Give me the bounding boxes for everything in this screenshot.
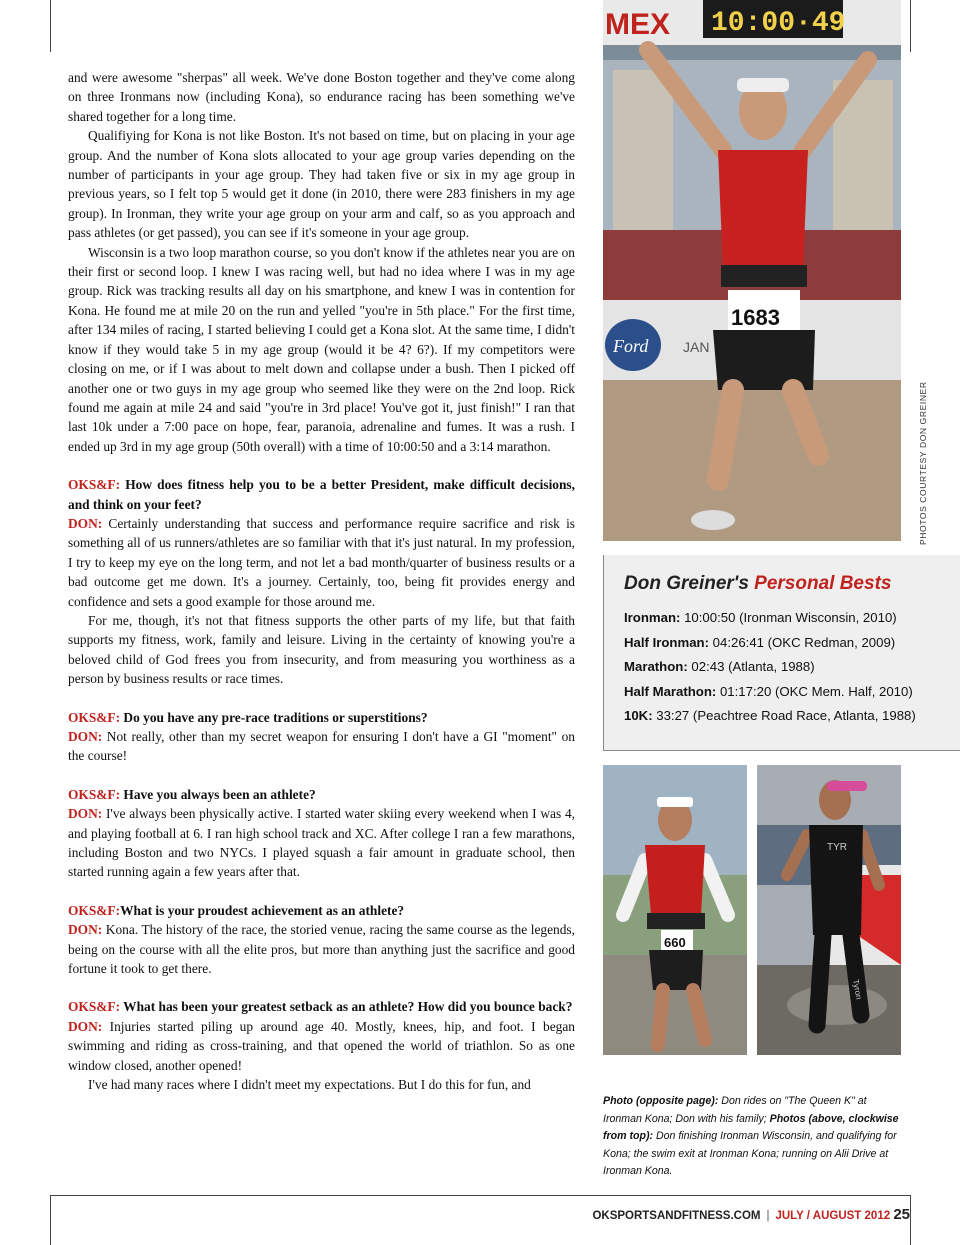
personal-best-row [624, 610, 897, 625]
article-paragraph: For me, though, it's not that fitness supports the other parts of my life, but that faith supports my fitness, work, family and leisure. Living in the certainty of knowing you're a beloved child of God frees you from insecurity, and from measuring you worthiness as a person by business results or race times. [68, 612, 575, 687]
answer-text: Certainly understanding that success and performance require sacrifice and risk is something all of us runners/athletes are so familiar with that it's just natural. In my profession, I try to keep my eye on the long term, and not let a bad month/quarter of business results or a bad outcome get me down. It's a journey. Certainly, too, being fit provides energy and confidence and sets a good example for those around me. [68, 515, 575, 609]
question-text: What has been your greatest setback as an athlete? How did you bounce back? [120, 999, 573, 1015]
photo-caption [603, 1093, 905, 1181]
personal-bests-title [624, 573, 891, 595]
kona-race-bib: 660 [664, 935, 686, 950]
left-margin-rule [50, 0, 51, 52]
wetsuit-brand-text: TYR [827, 842, 847, 853]
interviewee-tag: DON: [68, 515, 103, 531]
caption-lead-1: Photo (opposite page): [603, 1095, 719, 1107]
interviewer-tag: OKS&F: [68, 709, 121, 725]
question-text: How does fitness help you to be a better President, make difficult decisions, and think on your feet? [68, 477, 575, 512]
answer-text: I've always been physically active. I started water skiing every weekend when I was 4, and playing football at 6. I ran high school track and XC. After college I ran a few marathons, including Boston and two NYCs. I played squash a fair amount in graduate school, then started running again a few years after that. [68, 806, 575, 880]
hero-race-bib: 1683 [731, 305, 780, 330]
sponsor-tail-text: JAN [683, 339, 710, 355]
personal-best-event: Ironman: [624, 610, 681, 625]
personal-best-value: 10:00:50 (Ironman Wisconsin, 2010) [680, 610, 897, 625]
article-paragraph: Qualifiying for Kona is not like Boston. It's not based on time, but on placing in your age group. And the number of Kona slots allocated to your age group varies depending on the number of participants in your age group. They had taken five or six in my age group in previous years, so I felt top 5 would get it done (in 2010, there were 283 finishers in my age group). In Ironman, they write your age group on your arm and calf, so as you approach and pass athletes (or get passed), you can see if it's someone in your age group. [68, 128, 575, 241]
paragraph-gap [68, 456, 575, 475]
bottom-left-rule [50, 1195, 51, 1245]
right-margin-rule [910, 0, 911, 52]
answer-text: Kona. The history of the race, the storied venue, racing the same course as the legends, being on the course with all the elite pros, but more than anything just the sacrifice and good fortune it took to get there. [68, 922, 575, 977]
interview-answer [68, 920, 575, 978]
paragraph-gap [68, 978, 575, 997]
swim-exit-photo [757, 765, 901, 1055]
hero-finish-photo [603, 0, 901, 541]
interview-question [68, 997, 575, 1016]
interviewee-tag: DON: [68, 729, 103, 744]
personal-bests-title-name: Don Greiner's [624, 573, 755, 594]
interview-question [68, 901, 575, 920]
personal-best-value: 02:43 (Atlanta, 1988) [687, 659, 815, 674]
question-text: What is your proudest achievement as an athlete? [120, 902, 405, 918]
race-clock-text: 10:00·49 [711, 8, 846, 39]
sponsor-text: Ford [613, 336, 649, 356]
question-text: Do you have any pre-race traditions or superstitions? [120, 709, 428, 725]
interviewee-tag: DON: [68, 1018, 103, 1034]
footer-separator: | [766, 1210, 770, 1222]
interviewer-tag: OKS&F: [68, 902, 121, 918]
personal-best-row [624, 659, 815, 674]
interview-answer [68, 514, 575, 611]
interview-question [68, 785, 575, 804]
personal-best-value: 33:27 (Peachtree Road Race, Atlanta, 1988) [652, 708, 916, 723]
article-paragraph: I've had many races where I didn't meet my expectations. But I do this for fun, and [88, 1077, 531, 1093]
personal-best-row [624, 684, 913, 699]
personal-best-event: 10K: [624, 708, 653, 723]
footer-site: OKSPORTSANDFITNESS.COM [592, 1210, 761, 1222]
page-number: 25 [893, 1206, 910, 1223]
interview-question [68, 708, 575, 727]
caption-lead-2: Photos (above, clockwise from top): [603, 1112, 899, 1142]
photo-credit: PHOTOS COURTESY DON GREINER [918, 381, 928, 545]
bottom-right-rule [910, 1195, 911, 1245]
question-text: Have you always been an athlete? [120, 786, 316, 802]
interview-question [68, 475, 575, 514]
interviewee-tag: DON: [68, 806, 103, 822]
personal-best-value: 04:26:41 (OKC Redman, 2009) [709, 634, 896, 650]
paragraph-gap [68, 689, 575, 708]
personal-best-value: 01:17:20 (OKC Mem. Half, 2010) [716, 683, 913, 699]
interviewer-tag: OKS&F: [68, 477, 121, 493]
caption-text-1: Don rides on "The Queen K" at Ironman Kona; Don with his family; [603, 1095, 867, 1125]
personal-best-row [624, 708, 916, 723]
personal-best-row [624, 635, 895, 650]
interviewee-tag: DON: [68, 922, 103, 938]
personal-bests-title-accent: Personal Bests [754, 573, 892, 594]
interview-answer [68, 727, 575, 766]
personal-bests-box [603, 555, 960, 751]
article-body [68, 68, 575, 1095]
personal-best-event: Marathon: [624, 659, 688, 674]
paragraph-gap [68, 882, 575, 901]
personal-best-event: Half Ironman: [624, 634, 709, 650]
kona-run-photo [603, 765, 747, 1055]
article-paragraph: and were awesome "sherpas" all week. We've done Boston together and they've come along on three Ironmans now (including Kona), so endurance racing has been something we've shared together for a long time. [68, 70, 575, 124]
wetsuit-leg-text: Tyron [851, 978, 864, 1001]
footer-rule [50, 1195, 911, 1196]
caption-text-2: Don finishing Ironman Wisconsin, and qualifying for Kona; the swim exit at Ironman Kona; running on Alii Drive at Ironman Kona. [603, 1130, 897, 1177]
page-footer [592, 1206, 910, 1223]
personal-best-event: Half Marathon: [624, 683, 717, 699]
finish-banner-text: MEX [605, 8, 671, 41]
article-paragraph: Wisconsin is a two loop marathon course, so you don't know if the athletes near you are on their first or second loop. I knew I was racing well, but had no idea where I was in my age group. Rick was tracking results all day on his smartphone, and knew I was in contention for Kona. He found me at mile 20 on the run and yelled "you're in 5th place." For the first time, after 134 miles of racing, I started believing I could get a Kona slot. At the same time, I didn't know if they would take 5 in my age group (would it be 4? 6?). If my competitors were closing on me, or if I was about to melt down and collapse under a bush. Then I picked off another one or two guys in my age group who seemed like they were on the 2nd loop. Rick found me again at mile 24 and said "you're in 3rd place! You've got it, just finish!" I ran that last 10k under a 7:00 pace on hope, fear, paranoia, adrenaline and fumes. It was a rush. I ended up 3rd in my age group (50th overall) with a time of 10:00:50 and a 3:14 marathon. [68, 244, 575, 454]
answer-text: Not really, other than my secret weapon for ensuring I don't have a GI "moment" on the course! [68, 729, 575, 764]
paragraph-gap [68, 766, 575, 785]
interview-answer [68, 804, 575, 882]
interview-answer [68, 1017, 575, 1075]
interviewer-tag: OKS&F: [68, 786, 121, 802]
footer-issue: JULY / AUGUST 2012 [775, 1210, 891, 1222]
interviewer-tag: OKS&F: [68, 999, 121, 1015]
answer-text: Injuries started piling up around age 40. Mostly, knees, hip, and foot. I began swimming and riding as cross-training, and that opened the world of triathlon. So as one window closed, another opened! [68, 1018, 575, 1073]
